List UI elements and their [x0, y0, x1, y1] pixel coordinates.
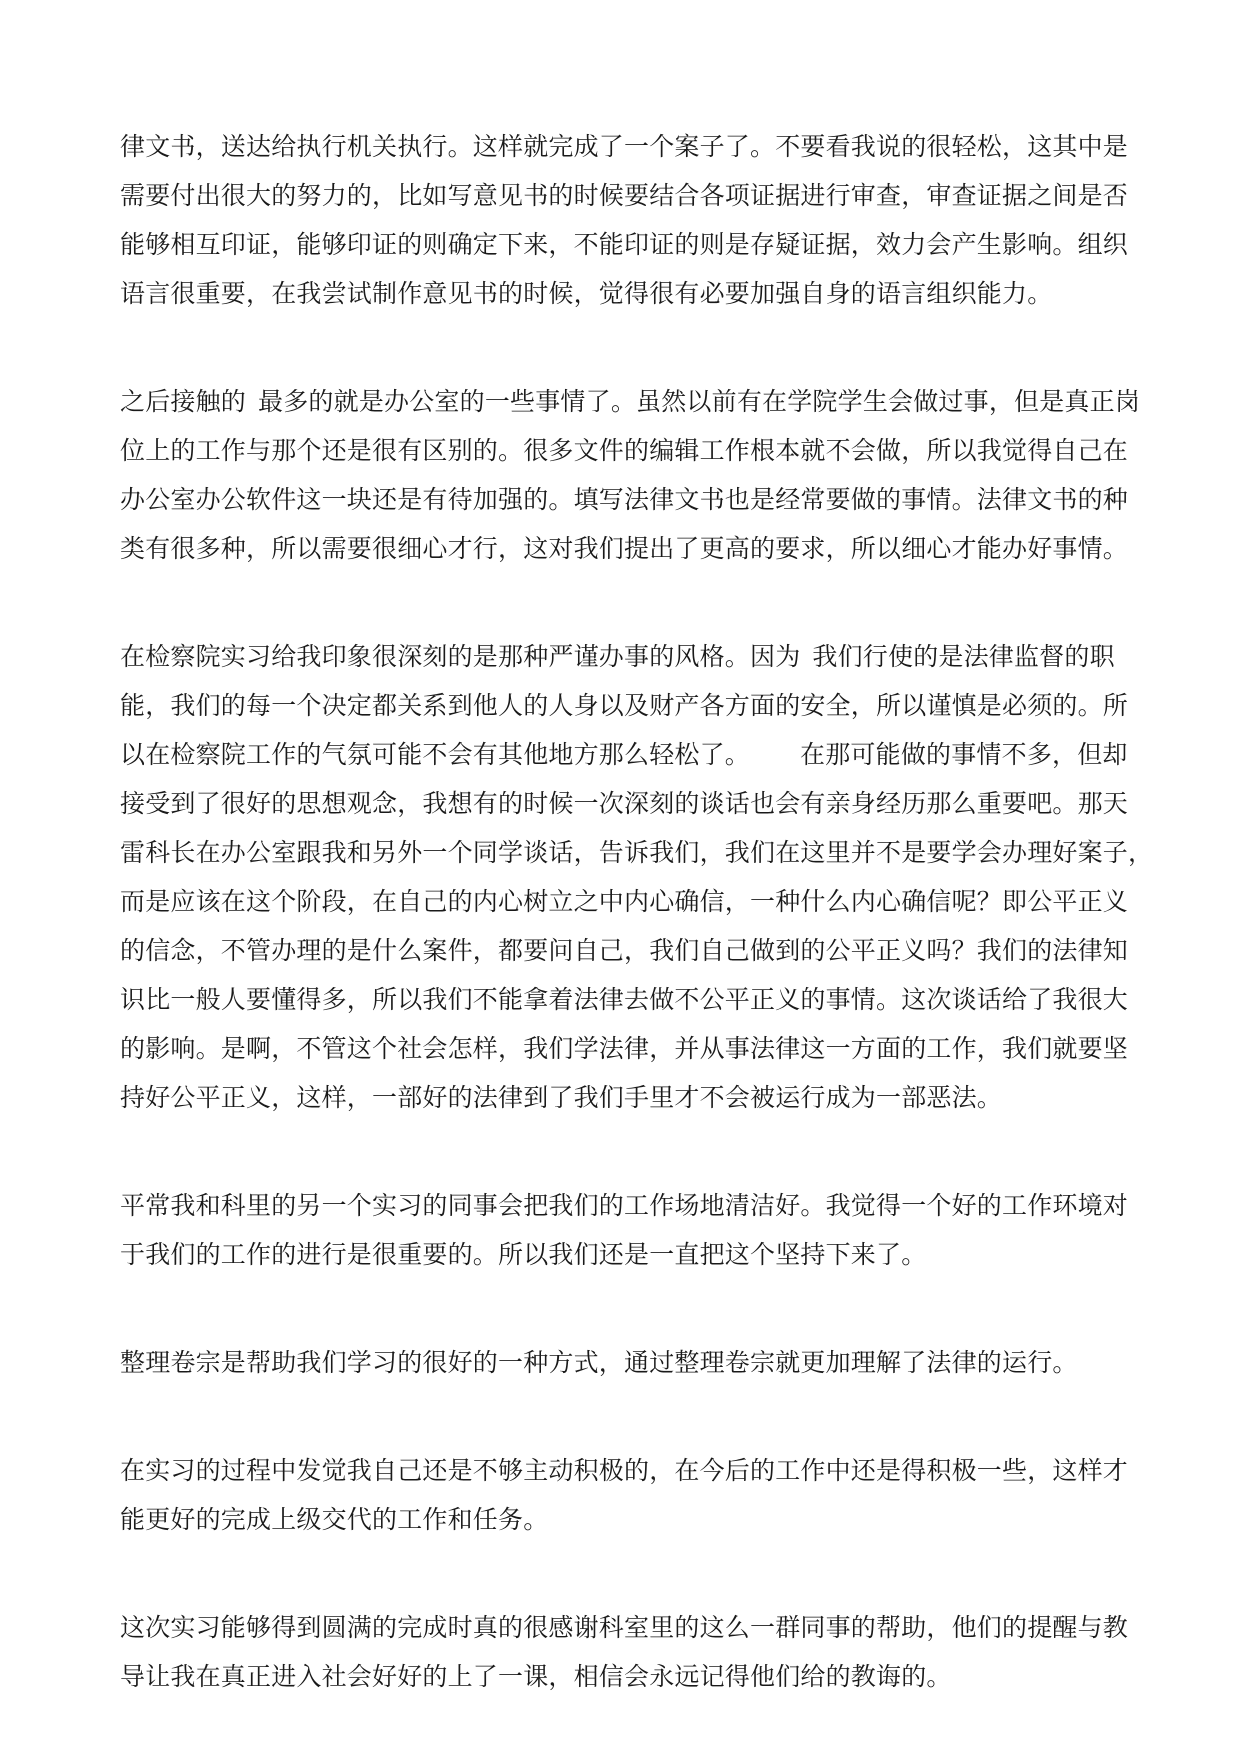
text-line: 接受到了很好的思想观念，我想有的时候一次深刻的谈话也会有亲身经历那么重要吧。那天	[120, 789, 1129, 818]
text-segment: 我们行使的是法律监督的职	[812, 642, 1115, 671]
text-segment: 最多的就是办公室的一些事情了。虽然以前有在学院学生会做过事，但是真正岗	[258, 387, 1141, 416]
text-line: 的信念，不管办理的是什么案件，都要问自己，我们自己做到的公平正义吗？我们的法律知	[120, 936, 1129, 965]
paragraph-2	[120, 377, 1141, 573]
text-line: 的影响。是啊，不管这个社会怎样，我们学法律，并从事法律这一方面的工作，我们就要坚	[120, 1034, 1129, 1063]
text-line: 导让我在真正进入社会好好的上了一课，相信会永远记得他们给的教诲的。	[120, 1662, 952, 1691]
paragraph-1	[120, 122, 1129, 318]
text-line: 平常我和科里的另一个实习的同事会把我们的工作场地清洁好。我觉得一个好的工作环境对	[120, 1191, 1129, 1220]
text-line: 需要付出很大的努力的，比如写意见书的时候要结合各项证据进行审查，审查证据之间是否	[120, 181, 1129, 210]
text-segment: 之后接触的	[120, 387, 247, 416]
text-line: 持好公平正义，这样，一部好的法律到了我们手里才不会被运行成为一部恶法。	[120, 1083, 1003, 1112]
text-line: 在实习的过程中发觉我自己还是不够主动积极的，在今后的工作中还是得积极一些，这样才	[120, 1456, 1129, 1485]
text-line: 能，我们的每一个决定都关系到他人的人身以及财产各方面的安全，所以谨慎是必须的。所	[120, 691, 1129, 720]
paragraph-3	[120, 632, 1154, 1122]
text-line	[120, 632, 1124, 681]
text-segment: 在检察院实习给我印象很深刻的是那种严谨办事的风格。因为	[120, 642, 801, 671]
paragraph-5	[120, 1338, 1124, 1387]
paragraph-4	[120, 1181, 1129, 1279]
document-page	[120, 122, 1154, 1760]
text-segment: 以在检察院工作的气氛可能不会有其他地方那么轻松了。	[120, 740, 751, 769]
paragraph-7	[120, 1603, 1129, 1701]
text-line: 位上的工作与那个还是很有区别的。很多文件的编辑工作根本就不会做，所以我觉得自己在	[120, 436, 1129, 465]
text-line: 而是应该在这个阶段，在自己的内心树立之中内心确信，一种什么内心确信呢？即公平正义	[120, 887, 1129, 916]
text-line: 办公室办公软件这一块还是有待加强的。填写法律文书也是经常要做的事情。法律文书的种	[120, 485, 1129, 514]
text-line	[120, 377, 1141, 426]
text-line: 雷科长在办公室跟我和另外一个同学谈话，告诉我们，我们在这里并不是要学会办理好案子，	[120, 838, 1154, 867]
paragraph-6	[120, 1446, 1129, 1544]
text-line: 识比一般人要懂得多，所以我们不能拿着法律去做不公平正义的事情。这次谈话给了我很大	[120, 985, 1129, 1014]
text-line	[120, 730, 1128, 779]
text-line: 语言很重要，在我尝试制作意见书的时候，觉得很有必要加强自身的语言组织能力。	[120, 279, 1053, 308]
text-line: 类有很多种，所以需要很细心才行，这对我们提出了更高的要求，所以细心才能办好事情。	[120, 534, 1129, 563]
text-line: 能够相互印证，能够印证的则确定下来，不能印证的则是存疑证据，效力会产生影响。组织	[120, 230, 1129, 259]
text-line: 能更好的完成上级交代的工作和任务。	[120, 1505, 549, 1534]
text-line: 律文书，送达给执行机关执行。这样就完成了一个案子了。不要看我说的很轻松，这其中是	[120, 132, 1129, 161]
text-segment: 在那可能做的事情不多，但却	[800, 740, 1128, 769]
text-line: 于我们的工作的进行是很重要的。所以我们还是一直把这个坚持下来了。	[120, 1240, 927, 1269]
text-line: 这次实习能够得到圆满的完成时真的很感谢科室里的这么一群同事的帮助，他们的提醒与教	[120, 1613, 1129, 1642]
text-line: 整理卷宗是帮助我们学习的很好的一种方式，通过整理卷宗就更加理解了法律的运行。	[120, 1348, 1078, 1377]
